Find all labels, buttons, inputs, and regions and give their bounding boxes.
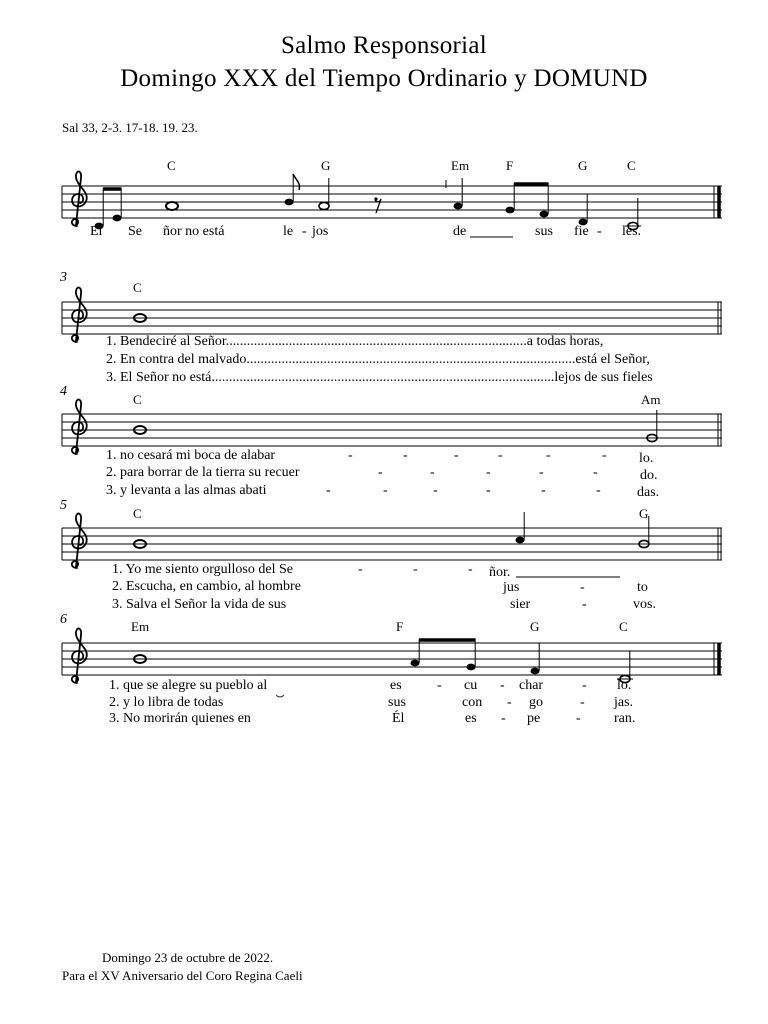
verse-line: 3. El Señor no está..................................................................................................lejos de sus fieles [106,370,653,385]
verse-end-syllable: vos. [633,597,656,612]
verse-end-syllable: to [637,580,648,595]
chord-symbol: G [321,158,331,173]
page-subtitle: Domingo XXX del Tiempo Ordinario y DOMUND [120,65,648,92]
chord-symbol: F [506,158,514,173]
staff-system-4 [62,512,722,568]
hyphen: - [468,562,473,577]
verse-syllable: char [519,678,544,693]
verse-line: 3. No morirán quienes en [109,711,251,726]
hyphen: - [454,448,459,463]
chord-symbol: G [639,506,649,521]
chord-symbol: F [396,619,404,634]
hyphen: - [486,465,491,480]
hyphen: - [582,597,587,612]
hyphen: - [433,483,438,498]
chord-symbol: C [167,158,176,173]
lyric-syllable: jos [312,224,329,239]
verse-end-syllable: lo. [639,451,654,466]
verse-line: 1. Yo me siento orgulloso del Se [112,562,293,577]
hyphen: - [403,448,408,463]
footer-dedication: Para el XV Aniversario del Coro Regina Caeli [62,968,303,983]
verse-line: 2. y lo libra de todas [109,695,224,710]
hyphen: - [358,562,363,577]
verse-syllable: cu [464,678,478,693]
verse-line: 1. no cesará mi boca de alabar [106,448,276,463]
verse-syllable: ran. [614,711,636,726]
chord-symbol: C [133,280,142,295]
hyphen: - [413,562,418,577]
verse-mid-syllable: ñor. [489,565,511,580]
chord-symbol: Am [641,392,661,407]
hyphen: - [507,695,512,710]
verse-line: 2. Escucha, en cambio, al hombre [112,579,301,594]
lyric-syllable: ñor no está [163,224,225,239]
hyphen: - [541,483,546,498]
hyphen: - [378,465,383,480]
note [113,215,122,222]
lyric-syllable: El [90,224,103,239]
lyric-syllable: le [283,224,294,239]
verse-syllable: es [390,678,402,693]
chord-symbol: G [578,158,588,173]
lyric-hyphen: - [302,224,307,239]
hyphen: - [486,483,491,498]
verse-syllable: Él [392,711,405,726]
measure-number: 5 [60,498,67,513]
verse-syllable: con [462,695,483,710]
lyric-syllable: fie [574,224,589,239]
hyphen: - [500,678,505,693]
lyric-hyphen: - [597,224,602,239]
verse-syllable: go [529,695,543,710]
verse-line: 2. En contra del malvado..............................................................................................está el Señor, [106,352,650,367]
chord-symbol: C [133,392,142,407]
verse-syllable: lo. [617,678,632,693]
staff-system-1 [62,171,722,229]
verse-syllable: es [465,711,477,726]
chord-symbol: Em [131,619,150,634]
staff-system-3 [62,399,722,454]
lyric-syllable: de [453,224,467,239]
hyphen: - [596,483,601,498]
hyphen: - [498,448,503,463]
hyphen: - [348,448,353,463]
hyphen: - [430,465,435,480]
hyphen: - [602,448,607,463]
hyphen: - [326,483,331,498]
chord-symbol: G [530,619,540,634]
lyric-syllable: les. [622,224,642,239]
verse-end-syllable: das. [637,485,660,500]
hyphen: - [580,695,585,710]
hyphen: - [580,580,585,595]
hyphen: - [437,678,442,693]
verse-end-syllable: do. [640,468,658,483]
verse-line: 2. para borrar de la tierra su recuer [106,465,300,480]
hyphen: - [576,711,581,726]
measure-number: 4 [60,384,67,399]
lyric-syllable: sus [535,224,553,239]
page-title: Salmo Responsorial [280,32,488,59]
hyphen: - [593,465,598,480]
hyphen: - [383,483,388,498]
measure-number: 3 [60,270,67,285]
hyphen: - [539,465,544,480]
verse-syllable: pe [527,711,541,726]
verse-syllable: sus [388,695,406,710]
lyric-syllable: Se [128,224,142,239]
chord-symbol: C [627,158,636,173]
footer-date: Domingo 23 de octubre de 2022. [102,950,274,965]
hyphen: - [582,678,587,693]
verse-line: 1. que se alegre su pueblo al [109,678,268,693]
verse-line: 3. Salva el Señor la vida de sus [112,597,287,612]
verse-syllable: jas. [614,695,634,710]
verse-line: 1. Bendeciré al Señor......................................................................................a todas horas, [106,334,604,349]
verse-mid-syllable: jus [503,580,520,595]
measure-number: 6 [60,612,67,627]
verse-line: 3. y levanta a las almas abati [106,483,267,498]
verse-mid-syllable: sier [510,597,531,612]
chord-symbol: C [133,506,142,521]
hyphen: - [501,711,506,726]
psalm-reference: Sal 33, 2-3. 17-18. 19. 23. [62,120,198,135]
staff-system-5 [62,628,722,683]
chord-symbol: Em [451,158,470,173]
hyphen: - [546,448,551,463]
chord-symbol: C [619,619,628,634]
